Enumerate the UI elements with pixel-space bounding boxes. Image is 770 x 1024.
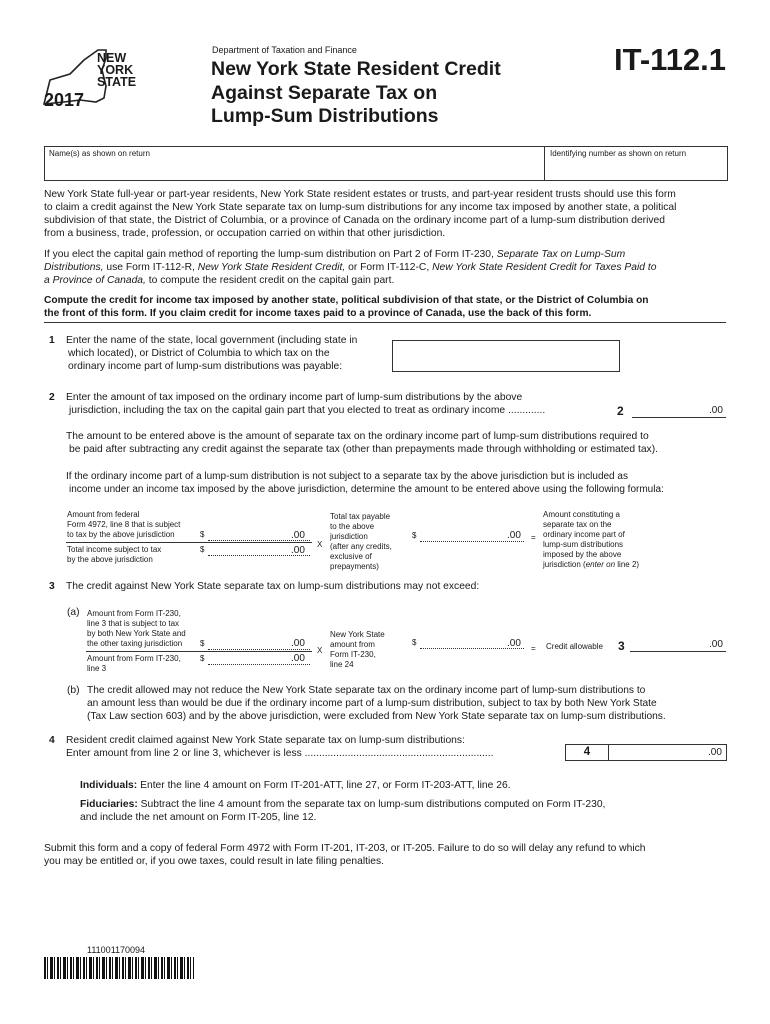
- line-3b-label: (b): [67, 685, 80, 696]
- line-1-text: [66, 334, 386, 373]
- text: Amount from Form IT-230,: [87, 609, 181, 618]
- logo-text-york: YORK: [97, 63, 134, 77]
- text: Form IT-230,: [330, 650, 376, 659]
- text: or Form IT-112-C,: [348, 262, 430, 273]
- text: (after any credits,: [330, 542, 392, 551]
- text: (Tax Law section 603) and by the above jurisdiction, were excluded from New York State separate tax on lump-sum distributions.: [87, 711, 666, 722]
- line-2-text: [66, 391, 626, 417]
- text: Distributions,: [44, 262, 104, 273]
- line-3a-numerator-label: [87, 609, 186, 649]
- text: Subtract the line 4 amount from the separate tax on lump-sum distributions computed on Form IT-230,: [140, 799, 606, 810]
- text: The amount to be entered above is the amount of separate tax on the ordinary income part of lump-sum distributions required to: [66, 431, 649, 442]
- cents: .00: [291, 530, 305, 541]
- text: New York State Resident Credit,: [197, 262, 346, 273]
- tax-year: 2017: [44, 90, 85, 110]
- text: separate tax on the: [543, 520, 612, 529]
- title-line-1: New York State Resident Credit: [211, 58, 501, 80]
- text: by the above jurisdiction: [67, 555, 153, 564]
- leader-dots: ..................................................................: [304, 748, 494, 759]
- text: the other taxing jurisdiction: [87, 639, 183, 648]
- text: by both New York State and: [87, 629, 186, 638]
- text: Amount from Form IT-230,: [87, 654, 181, 663]
- box-number: 4: [583, 746, 591, 758]
- text: Amount from federal: [67, 510, 140, 519]
- intro-line: New York State full-year or part-year residents, New York State resident estates or trusts, and part-year resident trusts should use this form: [44, 189, 676, 200]
- text: jurisdiction, including the tax on the capital gain part that you elected to treat as ordinary income: [69, 405, 506, 416]
- text: to tax by the above jurisdiction: [67, 530, 175, 539]
- line-3a-numerator-input[interactable]: [208, 649, 310, 650]
- id-label: Identifying number as shown on return: [550, 149, 687, 158]
- formula-1-numerator-label: [67, 510, 180, 540]
- jurisdiction-name-input[interactable]: [392, 340, 620, 372]
- text: be paid after subtracting any credit against the separate tax (other than prepayments made through withholding or estimated tax).: [69, 444, 658, 455]
- text: jurisdiction: [330, 532, 368, 541]
- text: If you elect the capital gain method of reporting the lump-sum distribution on Part 2 of Form IT-230,: [44, 249, 494, 260]
- individuals-note: [80, 779, 730, 792]
- text: Resident credit claimed against New York State separate tax on lump-sum distributions:: [66, 735, 465, 746]
- instruction-line: the front of this form. If you claim credit for income taxes paid to a province of Canada, use the back of this form.: [44, 308, 592, 319]
- line-3a-denominator-label: [87, 654, 181, 674]
- section-divider: [44, 322, 726, 323]
- label: Fiduciaries:: [80, 799, 138, 810]
- text: a Province of Canada,: [44, 275, 146, 286]
- text: line 24: [330, 660, 354, 669]
- line-4-box: [565, 744, 609, 761]
- line-4-cents: .00: [708, 747, 722, 758]
- line-3b-text: [87, 684, 737, 723]
- text: Separate Tax on Lump-Sum: [496, 249, 626, 260]
- fraction-bar: [86, 651, 312, 652]
- barcode: [44, 957, 194, 979]
- intro-line: subdivision of that state, the District of Columbia, or a province of Canada on the ordinary income part of a lump-sum distribution derived: [44, 215, 665, 226]
- equals-sign: =: [531, 533, 536, 542]
- intro-line: to claim a credit against the New York State separate tax on lump-sum distributions for any income tax imposed by another state, a political: [44, 202, 677, 213]
- text: amount from: [330, 640, 375, 649]
- text: which located), or District of Columbia to which tax on the: [68, 348, 330, 359]
- times-sign: X: [317, 646, 323, 655]
- line-2-cents: .00: [709, 405, 723, 416]
- equals-sign: =: [531, 644, 536, 653]
- formula-1-denominator-label: [67, 545, 161, 565]
- intro-line: from a business, trade, profession, or occupation carried on within that other jurisdiction.: [44, 228, 446, 239]
- dollar-sign: $: [200, 654, 205, 663]
- name-field[interactable]: [44, 146, 545, 181]
- text: line 2): [615, 560, 640, 569]
- bold-instruction: [44, 294, 734, 320]
- id-number-field[interactable]: [544, 146, 728, 181]
- text: If the ordinary income part of a lump-sum distribution is not subject to a separate tax by the above jurisdiction but is included as: [66, 471, 628, 482]
- barcode-number: 111001170094: [87, 945, 146, 955]
- line-2-number: 2: [49, 392, 55, 403]
- text: The credit allowed may not reduce the New York State separate tax on the ordinary income part of lump-sum distributions to: [87, 685, 646, 696]
- line-2-amount-input[interactable]: [632, 417, 726, 418]
- line-3-box-number: 3: [618, 639, 625, 653]
- text: to the above: [330, 522, 375, 531]
- text: ordinary income part of: [543, 530, 625, 539]
- text: an amount less than would be due if the ordinary income part of a lump-sum distribution, subject to tax by both New York State: [87, 698, 657, 709]
- times-sign: X: [317, 540, 323, 549]
- text: ordinary income part of lump-sum distributions was payable:: [68, 361, 343, 372]
- text: use Form IT-112-R,: [106, 262, 195, 273]
- text: Submit this form and a copy of federal Form 4972 with Form IT-201, IT-203, or IT-205. Failure to do so will delay any refund to which: [44, 843, 646, 854]
- text: line 3 that is subject to tax: [87, 619, 180, 628]
- formula-1-multiplier-label: [330, 512, 392, 572]
- fiduciaries-note: [80, 798, 730, 824]
- line-2-note-2: [66, 470, 736, 496]
- line-3-text: The credit against New York State separate tax on lump-sum distributions may not exceed:: [66, 581, 480, 592]
- cents: .00: [291, 638, 305, 649]
- cents: .00: [507, 638, 521, 649]
- text: Total tax payable: [330, 512, 391, 521]
- capital-gain-paragraph: [44, 248, 734, 287]
- line-3a-multiplier-label: [330, 630, 385, 670]
- dollar-sign: $: [412, 531, 417, 540]
- text: prepayments): [330, 562, 379, 571]
- text: imposed by the above: [543, 550, 622, 559]
- line-3-cents: .00: [709, 639, 723, 650]
- credit-allowable-label: Credit allowable: [546, 642, 603, 651]
- dollar-sign: $: [412, 638, 417, 647]
- department-name: Department of Taxation and Finance: [212, 45, 357, 55]
- text: and include the net amount on Form IT-205, line 12.: [80, 812, 317, 823]
- submit-instructions: [44, 842, 734, 868]
- text: enter on: [585, 560, 616, 569]
- text: you may be entitled or, if you owe taxes, could result in late filing penalties.: [44, 856, 384, 867]
- cents: .00: [291, 545, 305, 556]
- line-3a-denominator-input[interactable]: [208, 664, 310, 665]
- instruction-line: Compute the credit for income tax imposed by another state, political subdivision of that state, or the District of Columbia on: [44, 295, 649, 306]
- line-4-number: 4: [49, 735, 55, 746]
- text: Total income subject to tax: [67, 545, 162, 554]
- form-title: [211, 58, 501, 129]
- text: jurisdiction (: [543, 560, 586, 569]
- line-3a-label: (a): [67, 607, 80, 618]
- text: Enter the amount of tax imposed on the ordinary income part of lump-sum distributions by the above: [66, 392, 523, 403]
- dollar-sign: $: [200, 545, 205, 554]
- text: Enter the line 4 amount on Form IT-201-ATT, line 27, or Form IT-203-ATT, line 26.: [140, 780, 511, 791]
- text: Amount constituting a: [543, 510, 620, 519]
- logo-text-new: NEW: [97, 51, 127, 65]
- text: exclusive of: [330, 552, 372, 561]
- line-2-note-1: [66, 430, 736, 456]
- text: Form 4972, line 8 that is subject: [67, 520, 181, 529]
- formula-1-multiplier-input[interactable]: [420, 541, 524, 542]
- text: lump-sum distributions: [543, 540, 624, 549]
- title-line-2: Against Separate Tax on: [211, 81, 438, 104]
- dollar-sign: $: [200, 639, 205, 648]
- logo-text-state: STATE: [97, 75, 137, 89]
- line-2-box-number: 2: [617, 404, 624, 418]
- label: Individuals:: [80, 780, 138, 791]
- title-line-3: Lump-Sum Distributions: [211, 105, 439, 127]
- text: income under an income tax imposed by the above jurisdiction, determine the amount to be entered above using the following formula:: [69, 484, 664, 495]
- line-3-amount-input[interactable]: [630, 651, 726, 652]
- text: line 3: [87, 664, 107, 673]
- line-1-number: 1: [49, 335, 55, 346]
- text: New York State Resident Credit for Taxes Paid to: [432, 262, 657, 273]
- text: Enter amount from line 2 or line 3, whichever is less: [66, 748, 302, 759]
- text: New York State: [330, 630, 385, 639]
- line-4-text: [66, 734, 566, 760]
- text: to compute the resident credit on the capital gain part.: [148, 275, 395, 286]
- cents: .00: [507, 530, 521, 541]
- text: Enter the name of the state, local government (including state in: [66, 335, 358, 346]
- leader-dots: .............: [508, 405, 546, 416]
- intro-paragraph: [44, 188, 734, 240]
- cents: .00: [291, 653, 305, 664]
- formula-1-result-label: [543, 510, 639, 570]
- line-3-number: 3: [49, 581, 55, 592]
- names-label: Name(s) as shown on return: [49, 149, 150, 158]
- form-number: IT-112.1: [614, 42, 727, 77]
- dollar-sign: $: [200, 530, 205, 539]
- fraction-bar: [66, 542, 312, 543]
